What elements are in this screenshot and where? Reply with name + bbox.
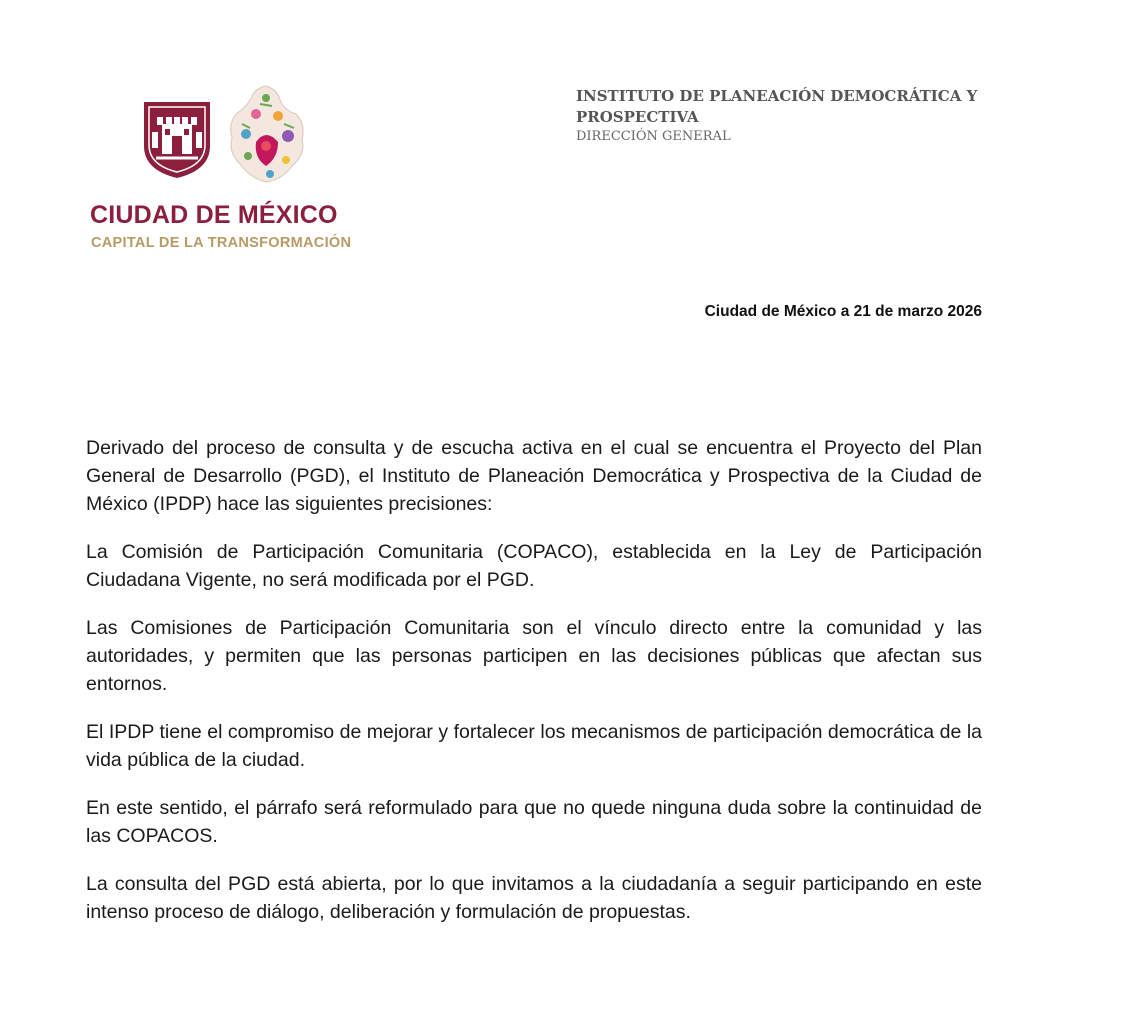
institution-name: INSTITUTO DE PLANEACIÓN DEMOCRÁTICA Y PROSPECTIVA [576, 87, 978, 126]
paragraph: La consulta del PGD está abierta, por lo que invitamos a la ciudadanía a seguir participando en este intenso proceso de diálogo, deliberación y formulación de propuestas. [86, 873, 982, 923]
paragraph: El IPDP tiene el compromiso de mejorar y fortalecer los mecanismos de participación democrática de la vida pública de la ciudad. [86, 721, 982, 771]
city-slogan: CAPITAL DE LA TRANSFORMACIÓN [91, 235, 352, 251]
cdmx-map-icon [226, 84, 308, 184]
coat-of-arms-icon [142, 100, 212, 180]
paragraph: Derivado del proceso de consulta y de escucha activa en el cual se encuentra el Proyecto del Plan General de Desarrollo (PGD), el Instituto de Planeación Democrática y Prospectiva de la Ciudad de México (IPDP) hace las siguientes precisiones: [86, 437, 982, 515]
paragraph: Las Comisiones de Participación Comunitaria son el vínculo directo entre la comunidad y las autoridades, y permiten que las personas participen en las decisiones públicas que afectan sus entornos. [86, 617, 982, 695]
paragraph: La Comisión de Participación Comunitaria (COPACO), establecida en la Ley de Participación Ciudadana Vigente, no será modificada por el PGD. [86, 541, 982, 591]
cdmx-logo [90, 84, 360, 259]
institution-header [576, 86, 996, 146]
document-date: Ciudad de México a 21 de marzo 2026 [704, 303, 982, 320]
city-name: CIUDAD DE MÉXICO [90, 201, 338, 229]
paragraph: En este sentido, el párrafo será reformulado para que no quede ninguna duda sobre la continuidad de las COPACOS. [86, 797, 982, 847]
document-body [86, 434, 982, 946]
institution-department: DIRECCIÓN GENERAL [576, 129, 731, 144]
